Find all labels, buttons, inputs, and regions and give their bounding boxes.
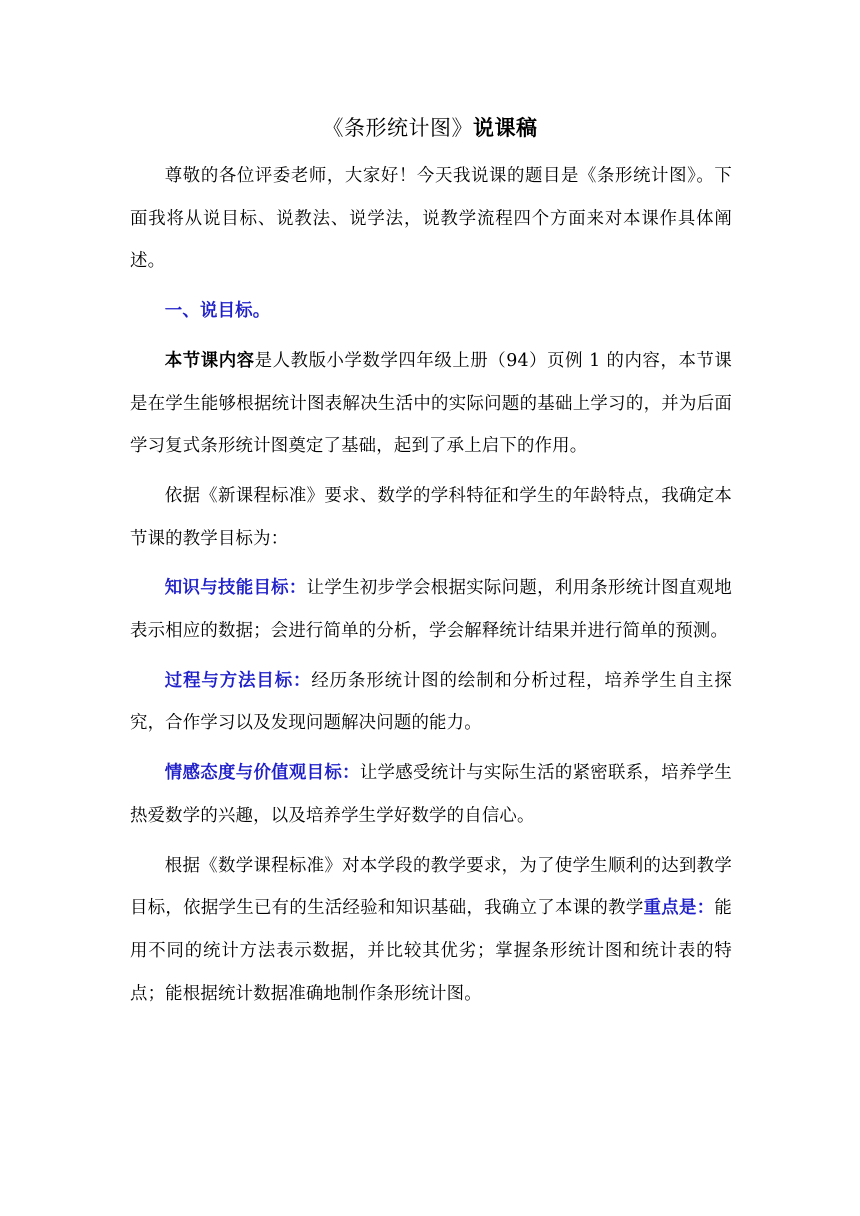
content-text: 是人教版小学数学四年级上册（94）页例 1 的内容，本节课是在学生能够根据统计图表解决生活中的实际问题的基础上学习的，并为后面学习复式条形统计图奠定了基础，起到了承上启下的作用。 [130,350,732,457]
title-suffix: 说课稿 [473,116,538,140]
process-goal-paragraph [130,660,732,745]
knowledge-goal-text: 让学生初步学会根据实际问题，利用条形统计图直观地表示相应的数据；会进行简单的分析，学会解释统计结果并进行简单的预测。 [130,578,732,642]
key-points-paragraph [130,845,732,1016]
knowledge-goal-paragraph [130,567,732,652]
key-points-label: 重点是： [643,898,715,919]
intro-paragraph: 尊敬的各位评委老师，大家好！今天我说课的题目是《条形统计图》。下面我将从说目标、说教法、说学法，说教学流程四个方面来对本课作具体阐述。 [130,166,732,272]
process-goal-text: 经历条形统计图的绘制和分析过程，培养学生自主探究，合作学习以及发现问题解决问题的能力。 [130,670,732,734]
key-points-text: 能用不同的统计方法表示数据，并比较其优劣；掌握条形统计图和统计表的特点；能根据统计数据准确地制作条形统计图。 [130,898,732,1004]
key-points-intro: 根据《数学课程标准》对本学段的教学要求，为了使学生顺利的达到教学目标，依据学生已有的生活经验和知识基础，我确立了本课的教学 [130,855,732,919]
basis-paragraph: 依据《新课程标准》要求、数学的学科特征和学生的年龄特点，我确定本节课的教学目标为： [130,485,732,549]
title-book-name: 《条形统计图》 [322,116,473,140]
content-lead: 本节课内容 [164,350,255,371]
document-body [130,155,732,1015]
document-title [0,112,860,144]
emotion-goal-paragraph [130,752,732,837]
content-paragraph [130,340,732,468]
emotion-goal-label: 情感态度与价值观目标： [164,763,360,784]
knowledge-goal-label: 知识与技能目标： [164,578,307,599]
section-heading-goals [130,290,732,333]
emotion-goal-text: 让学感受统计与实际生活的紧密联系，培养学生热爱数学的兴趣，以及培养学生学好数学的自信心。 [130,763,733,826]
section-heading-text: 一、说目标。 [164,301,271,322]
process-goal-label: 过程与方法目标： [164,670,312,691]
